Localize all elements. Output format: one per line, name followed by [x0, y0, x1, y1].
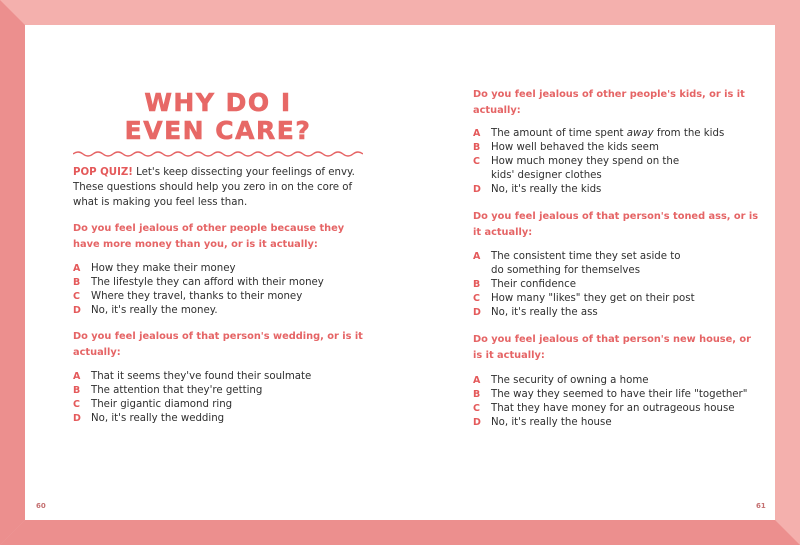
option-text-part: The amount of time spent [491, 128, 627, 139]
option-letter: D [473, 184, 481, 195]
option-letter: B [73, 277, 81, 288]
option-text: The attention that they're getting [91, 385, 263, 396]
option-letter: D [73, 413, 81, 424]
answer-list [73, 262, 363, 318]
book-spread [25, 25, 775, 520]
intro-paragraph [73, 165, 363, 210]
option-text: No, it's really the kids [491, 184, 602, 195]
option-letter: B [73, 385, 81, 396]
option-letter: A [473, 128, 481, 139]
answer-list [473, 250, 763, 320]
question-prompt: Do you feel jealous of other people because they have more money than you, or is it actually: [73, 223, 345, 250]
question-prompt: Do you feel jealous of that person's toned ass, or is it actually: [473, 211, 759, 238]
option-letter: A [73, 371, 81, 382]
option-text: How well behaved the kids seem [491, 142, 659, 153]
option-text: No, it's really the ass [491, 307, 598, 318]
option-text-emphasis: away [626, 128, 654, 139]
answer-option [473, 250, 763, 278]
option-letter: A [473, 251, 481, 262]
option-letter: B [473, 279, 481, 290]
option-letter: D [473, 417, 481, 428]
option-text: That they have money for an outrageous house [491, 403, 735, 414]
option-letter: B [473, 142, 481, 153]
answer-option [473, 183, 763, 197]
option-letter: D [473, 307, 481, 318]
option-text: Where they travel, thanks to their money [91, 291, 303, 302]
option-letter: D [73, 305, 81, 316]
option-text: The way they seemed to have their life "together" [491, 389, 748, 400]
option-text: No, it's really the wedding [91, 413, 225, 424]
title-line-1: WHY DO I [144, 88, 292, 117]
answer-option [473, 127, 763, 141]
page-title [73, 89, 363, 145]
option-text: That it seems they've found their soulmate [91, 371, 312, 382]
frame-top [0, 0, 800, 25]
option-text: No, it's really the house [491, 417, 612, 428]
answer-option [73, 370, 363, 384]
option-letter: C [473, 293, 480, 304]
answer-option [73, 276, 363, 290]
option-text: Their confidence [491, 279, 576, 290]
option-text [491, 127, 763, 141]
answer-option [473, 141, 763, 155]
answer-list [473, 127, 763, 197]
answer-option [73, 384, 363, 398]
answer-option [473, 155, 763, 183]
option-letter: A [473, 375, 481, 386]
option-text: The lifestyle they can afford with their money [91, 277, 324, 288]
answer-option [473, 292, 763, 306]
option-text: The consistent time they set aside to do something for themselves [491, 251, 681, 276]
option-letter: C [473, 156, 480, 167]
answer-option [473, 388, 763, 402]
question-prompt: Do you feel jealous of that person's wedding, or is it actually: [73, 331, 363, 358]
intro-text: Let's keep dissecting your feelings of envy. These questions should help you zero in on the core of what is making you feel less than. [73, 167, 355, 208]
answer-option [473, 278, 763, 292]
option-text-part: from the kids [653, 128, 725, 139]
option-text: The security of owning a home [491, 375, 649, 386]
answer-list [73, 370, 363, 426]
option-text: How much money they spend on the kids' designer clothes [491, 156, 680, 181]
page-number-left: 60 [36, 502, 46, 510]
answer-option [73, 262, 363, 276]
option-text: Their gigantic diamond ring [91, 399, 233, 410]
question-prompt: Do you feel jealous of other people's kids, or is it actually: [473, 89, 745, 116]
option-text: No, it's really the money. [91, 305, 218, 316]
answer-option [473, 416, 763, 430]
frame-left [0, 0, 25, 545]
answer-option [73, 304, 363, 318]
wavy-divider-icon [73, 149, 363, 159]
answer-list [473, 374, 763, 430]
page-number-right: 61 [756, 502, 766, 510]
option-letter: C [473, 403, 480, 414]
answer-option [73, 398, 363, 412]
answer-option [73, 290, 363, 304]
answer-option [73, 412, 363, 426]
option-letter: C [73, 399, 80, 410]
answer-option [473, 306, 763, 320]
pop-quiz-kicker: POP QUIZ! [73, 167, 133, 178]
option-letter: A [73, 263, 81, 274]
option-text: How many "likes" they get on their post [491, 293, 695, 304]
option-letter: B [473, 389, 481, 400]
title-line-2: EVEN CARE? [124, 116, 312, 145]
question-prompt: Do you feel jealous of that person's new house, or is it actually: [473, 334, 751, 361]
option-letter: C [73, 291, 80, 302]
frame-right [775, 0, 800, 545]
frame-bottom [0, 520, 800, 545]
option-text: How they make their money [91, 263, 236, 274]
answer-option [473, 402, 763, 416]
answer-option [473, 374, 763, 388]
